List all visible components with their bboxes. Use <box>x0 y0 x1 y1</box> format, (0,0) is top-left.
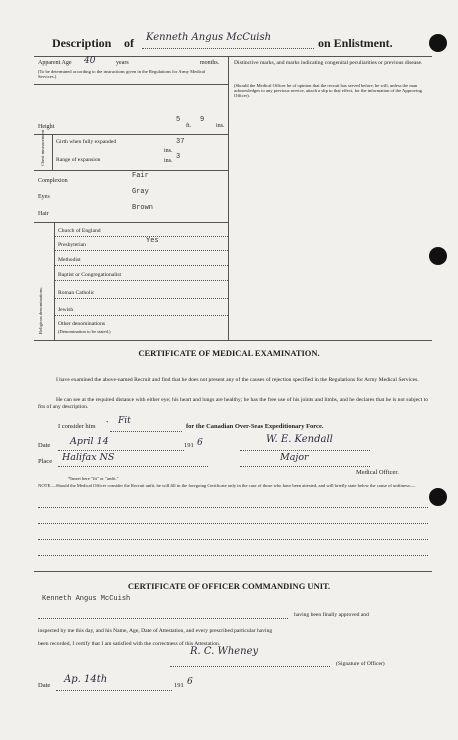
presbyterian-value: Yes <box>146 237 159 245</box>
commanding-line-2: inspected by me this day, and his Name, Age, Date of Attestation, and every prescribed particular having <box>38 628 273 634</box>
ft-label: ft. <box>186 123 192 129</box>
distinctive-marks-heading: Distinctive marks, and marks indicating congenital peculiarities or previous disease. <box>234 60 423 66</box>
punch-hole-2 <box>429 247 447 265</box>
apparent-age-value: 40 <box>84 56 96 66</box>
title-prefix: Description <box>52 36 112 50</box>
unfit-note: NOTE.—Should the Medical Officer consider the Recruit unfit, he will fill in the foregoing Certificate only in the case of those who have been attested, and will briefly state below the cause of unfitness:— <box>38 483 416 488</box>
insert-note: *Insert here "fit" or "unfit." <box>68 476 119 481</box>
commanding-recruit-name: Kenneth Angus McCuish <box>42 595 131 603</box>
commanding-date-label: Date <box>38 682 51 689</box>
religion-other: Other denominations <box>58 321 106 327</box>
age-note: (To be determined according to the instructions given in the Regulations for Army Medical Services.) <box>38 69 206 80</box>
title-suffix: on Enlistment. <box>318 36 393 50</box>
unfit-line-1[interactable] <box>38 507 428 508</box>
range-value: 3 <box>176 153 181 161</box>
commanding-line-3: been recorded, I certify that I am satisfied with the correctness of this Attestation. <box>38 641 221 647</box>
apparent-age-label: Apparent Age <box>38 60 72 66</box>
height-in-value: 9 <box>200 116 205 124</box>
years-label: years <box>116 60 129 66</box>
hair-label: Hair <box>38 211 49 217</box>
distinctive-marks-note: (Should the Medical Officer be of opinion that the recruit has served before, he will, unless the man acknowledges to any previous service, attach a slip to that effect, for the information of the Approving Officer). <box>234 83 422 99</box>
complexion-value: Fair <box>132 172 149 180</box>
religion-label: Religious denominations. <box>38 287 43 334</box>
ins-label: ins. <box>216 123 225 129</box>
consider-label: I consider him <box>58 423 96 430</box>
eyes-label: Eyes <box>38 194 50 200</box>
medical-certificate-heading: CERTIFICATE OF MEDICAL EXAMINATION. <box>138 348 320 358</box>
religion-jewish: Jewish <box>58 307 74 313</box>
place-value: Halifax NS <box>62 452 115 463</box>
height-ft-value: 5 <box>176 116 181 124</box>
girth-value: 37 <box>176 138 185 146</box>
section-divider <box>34 571 432 572</box>
commanding-line-1: having been finally approved and <box>294 612 369 618</box>
signature-of-officer-label: (Signature of Officer) <box>336 661 385 667</box>
recruit-name-handwritten: Kenneth Angus McCuish <box>146 32 272 43</box>
religion-methodist: Methodist <box>58 257 81 263</box>
unfit-line-2[interactable] <box>38 523 428 524</box>
eyes-value: Gray <box>132 188 149 196</box>
months-label: months. <box>200 60 220 66</box>
medical-para-2: He can see at the required distance with either eye; his heart and lungs are healthy; he has the free use of his joints and limbs, and he declares that he is not subject to fits of any description. <box>38 397 428 410</box>
other-denomination-note: (Denomination to be stated.) <box>58 329 111 334</box>
religion-roman-catholic: Roman Catholic <box>58 290 95 296</box>
chest-measurement-label: Chest measurement <box>40 129 45 166</box>
medical-date-value: April 14 <box>70 436 109 447</box>
height-label: Height <box>38 124 55 130</box>
table-divider <box>228 56 229 340</box>
place-label: Place <box>38 458 53 465</box>
commanding-date-value: Ap. 14th <box>64 674 108 685</box>
medical-date-label: Date <box>38 442 51 449</box>
medical-officer-label: Medical Officer. <box>356 469 399 476</box>
medical-para-1: I have examined the above-named Recruit and find that he does not present any of the causes of rejection specified in the Regulations for Army Medical Services. <box>56 377 419 383</box>
commanding-officer-signature: R. C. Wheney <box>190 646 259 657</box>
consider-value: Fit <box>118 416 131 426</box>
title-of: of <box>124 36 134 50</box>
medical-officer-signature: W. E. Kendall <box>266 434 333 445</box>
unfit-line-3[interactable] <box>38 539 428 540</box>
girth-label: Girth when fully expanded <box>56 139 117 145</box>
complexion-label: Complexion <box>38 178 68 184</box>
unfit-line-4[interactable] <box>38 555 428 556</box>
rank-value: Major <box>280 452 309 463</box>
range-label: Range of expansion <box>56 157 101 163</box>
table-bottom-border <box>34 340 432 341</box>
force-label: for the Canadian Over-Seas Expeditionary Force. <box>186 423 324 430</box>
punch-hole-3 <box>429 488 447 506</box>
religion-baptist: Baptist or Congregationalist <box>58 272 122 278</box>
punch-hole-1 <box>429 34 447 52</box>
religion-church-of-england: Church of England <box>58 228 101 234</box>
hair-value: Brown <box>132 204 154 212</box>
commanding-certificate-heading: CERTIFICATE OF OFFICER COMMANDING UNIT. <box>127 581 331 591</box>
religion-presbyterian: Presbyterian <box>58 242 86 248</box>
